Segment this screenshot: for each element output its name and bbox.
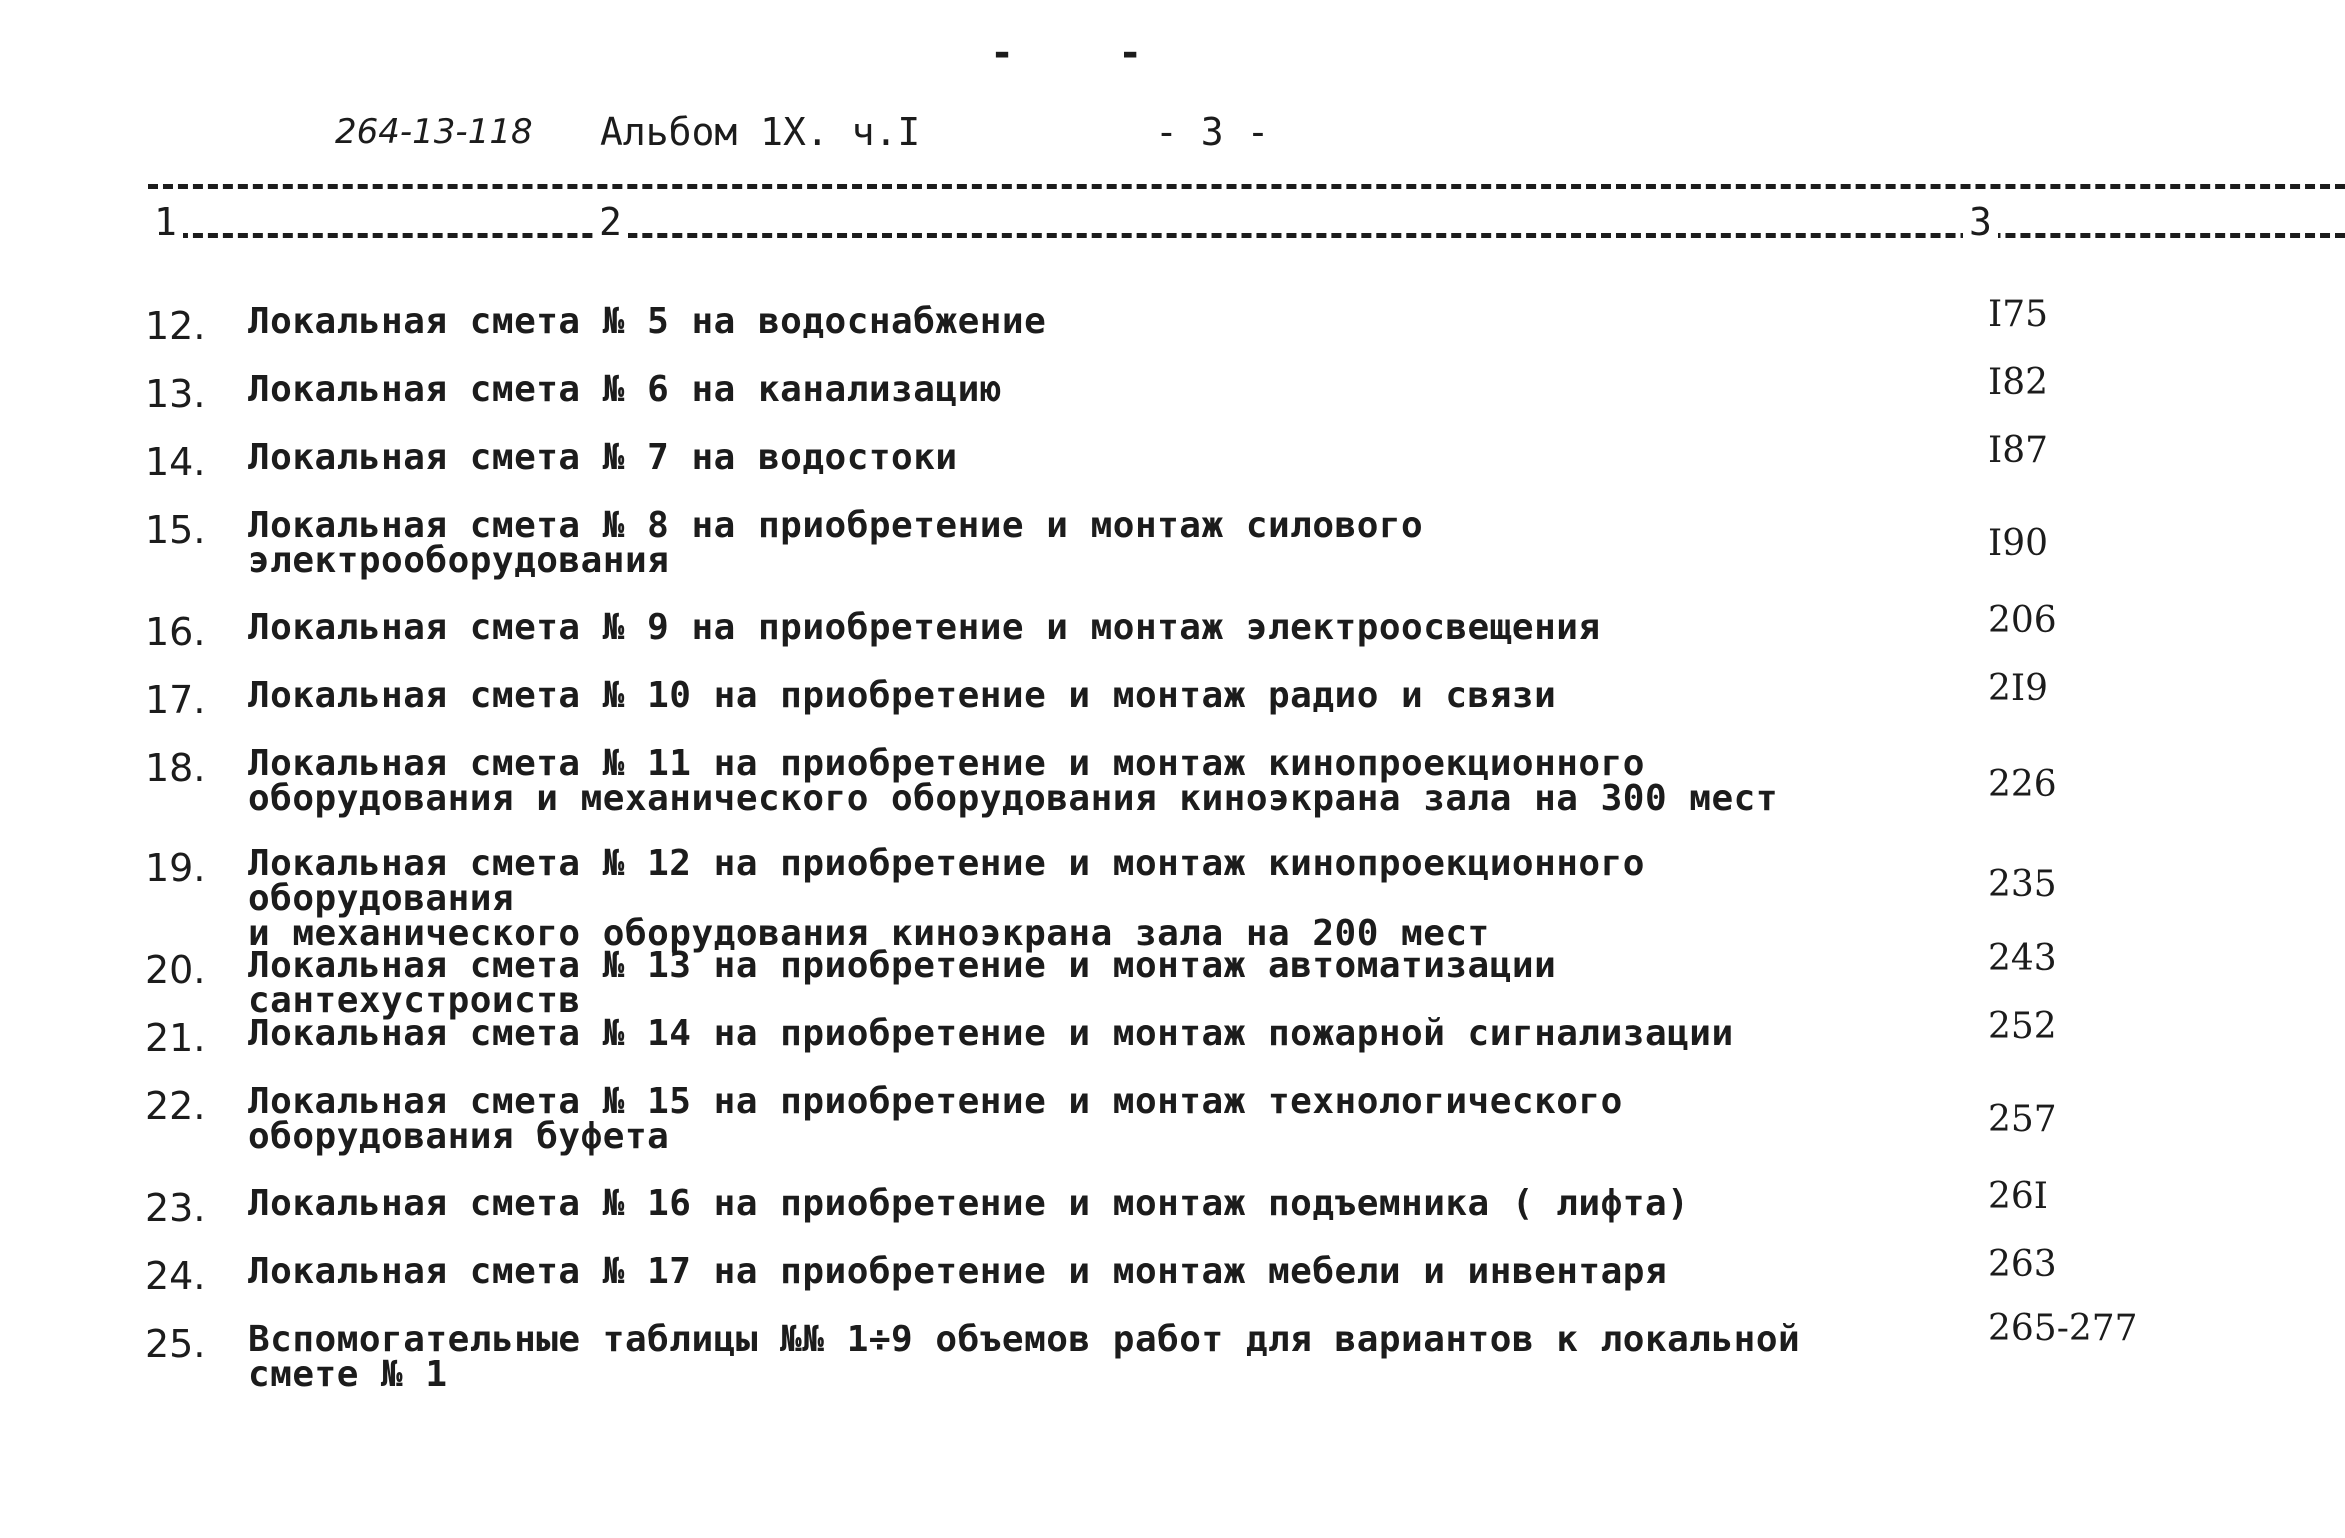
item-title: Локальная смета № 10 на приобретение и монтаж радио и связи	[248, 675, 1557, 716]
column-number-3: 3	[1963, 200, 1998, 244]
item-page: 206	[1988, 600, 2057, 641]
item-number: 17.	[145, 678, 206, 722]
item-title: Локальная смета № 15 на приобретение и монтаж технологического оборудования буфета	[248, 1081, 1623, 1157]
top-mark: - -	[990, 30, 1183, 76]
album-title: Альбом 1X. ч.I	[600, 110, 921, 154]
item-number: 21.	[145, 1016, 206, 1060]
item-page: 226	[1988, 764, 2057, 805]
column-number-1: 1	[148, 200, 183, 244]
item-title: Локальная смета № 7 на водостоки	[248, 437, 958, 478]
item-page: 26I	[1988, 1176, 2049, 1217]
item-number: 19.	[145, 846, 206, 890]
column-number-2: 2	[593, 200, 628, 244]
item-title: Локальная смета № 16 на приобретение и монтаж подъемника ( лифта)	[248, 1183, 1690, 1224]
page-number: - 3 -	[1155, 110, 1270, 154]
item-title: Локальная смета № 6 на канализацию	[248, 369, 1002, 410]
item-number: 24.	[145, 1254, 206, 1298]
item-title: Локальная смета № 9 на приобретение и монтаж электроосвещения	[248, 607, 1601, 648]
item-page: 243	[1988, 938, 2057, 979]
item-page: I75	[1988, 294, 2049, 335]
item-number: 16.	[145, 610, 206, 654]
item-number: 25.	[145, 1322, 206, 1366]
item-page: 257	[1988, 1099, 2057, 1140]
item-title: Локальная смета № 17 на приобретение и монтаж мебели и инвентаря	[248, 1251, 1668, 1292]
item-number: 13.	[145, 372, 206, 416]
item-title: Локальная смета № 11 на приобретение и монтаж кинопроекционного оборудования и механического оборудования киноэкрана зала на 300 мест	[248, 743, 1778, 819]
item-number: 14.	[145, 440, 206, 484]
item-page: I82	[1988, 362, 2049, 403]
item-number: 18.	[145, 746, 206, 790]
item-title: Локальная смета № 8 на приобретение и монтаж силового электрооборудования	[248, 505, 1424, 581]
item-page: 263	[1988, 1244, 2057, 1285]
item-page: 2I9	[1988, 668, 2049, 709]
item-page: 235	[1988, 864, 2057, 905]
item-page: I87	[1988, 430, 2049, 471]
item-title: Локальная смета № 12 на приобретение и монтаж кинопроекционного оборудования и механического оборудования киноэкрана зала на 200 мест	[248, 843, 1645, 954]
column-divider	[148, 233, 2345, 238]
item-page: I90	[1988, 523, 2049, 564]
item-number: 15.	[145, 508, 206, 552]
column-number-row	[148, 200, 2345, 250]
item-title: Локальная смета № 5 на водоснабжение	[248, 301, 1047, 342]
item-title: Вспомогательные таблицы №№ 1÷9 объемов работ для вариантов к локальной смете № 1	[248, 1319, 1801, 1395]
doc-code: 264-13-118	[335, 112, 533, 152]
item-number: 20.	[145, 948, 206, 992]
item-page: 252	[1988, 1006, 2057, 1047]
item-number: 22.	[145, 1084, 206, 1128]
item-title: Локальная смета № 14 на приобретение и монтаж пожарной сигнализации	[248, 1013, 1734, 1054]
item-title: Локальная смета № 13 на приобретение и монтаж автоматизации сантехустроиств	[248, 945, 1557, 1021]
item-number: 12.	[145, 304, 206, 348]
item-page: 265-277	[1988, 1308, 2138, 1349]
header-divider	[148, 184, 2345, 189]
item-number: 23.	[145, 1186, 206, 1230]
